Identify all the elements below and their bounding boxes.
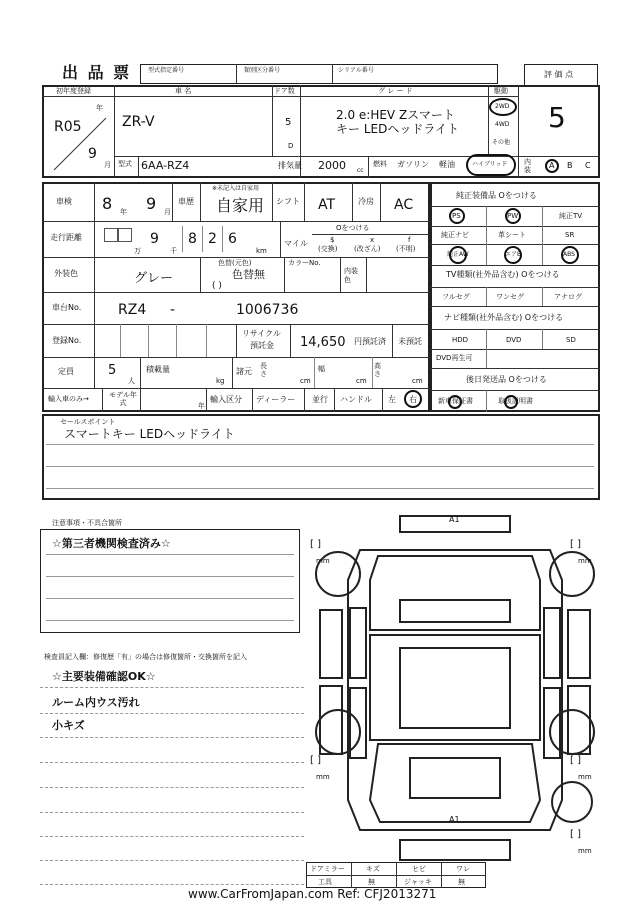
later-warranty: 新車保証書 — [438, 397, 473, 405]
mileage-digit-1: 8 — [188, 231, 197, 247]
meter-label: マイル — [284, 239, 308, 248]
interior-label: 内装 — [524, 158, 531, 174]
sales-label: セールスポイント — [60, 418, 116, 426]
model-label: 型式 — [118, 160, 132, 168]
meter-opt2-mark: x — [370, 236, 375, 244]
car-name: ZR-V — [122, 114, 155, 130]
capacity-value: 5 — [108, 363, 117, 378]
document-title: 出 品 票 — [62, 63, 132, 82]
height-cm: cm — [412, 377, 423, 385]
equip-sr: SR — [565, 231, 575, 239]
left-label: 左 — [388, 395, 396, 404]
mileage-digit-3: 6 — [228, 231, 237, 247]
height-label: 高さ — [374, 362, 381, 378]
recycle-unpaid: 未預託 — [398, 337, 422, 346]
header-boxes — [140, 64, 498, 84]
navi-title: ナビ種類(社外品含む) Oをつける — [444, 313, 564, 322]
chassis-number: 1006736 — [236, 302, 299, 318]
meter-opt2: (改ざん) — [354, 245, 381, 253]
grade-label: グ レ ー ド — [378, 87, 413, 95]
bracket-rr: [ ] — [570, 755, 581, 766]
serial-label: シリアル番号 — [338, 67, 374, 74]
car-name-label: 車 名 — [175, 87, 192, 95]
chassis-prefix: RZ4 — [118, 302, 147, 318]
man-unit: 万 — [134, 247, 141, 255]
chassis-label: 車台No. — [52, 303, 82, 312]
footer-watermark: www.CarFromJapan.com Ref: CFJ2013271 — [188, 887, 437, 901]
inspection-year: 8 — [102, 194, 113, 213]
inspector-line2: ルーム内ウス汚れ — [52, 696, 140, 709]
drive-4wd: 4WD — [495, 121, 510, 128]
model-value: 6AA-RZ4 — [141, 159, 190, 172]
import-type-label: 輸入区分 — [210, 395, 242, 404]
displacement-value: 2000 — [318, 159, 346, 172]
dealer-label: ディーラー — [256, 395, 296, 404]
interior-b: B — [567, 161, 573, 170]
equipment-title: 純正装備品 Oをつける — [456, 191, 537, 200]
meter-opt3-mark: f — [408, 236, 411, 244]
legend-tool: 工具 — [318, 878, 332, 886]
door-suffix: D — [288, 142, 294, 150]
grade-line1: 2.0 e:HEV Zスマート — [336, 108, 455, 122]
mm-rr: mm — [578, 773, 592, 781]
fuel-diesel: 軽油 — [439, 160, 455, 169]
length-cm: cm — [300, 377, 311, 385]
length-label: 長さ — [260, 362, 267, 378]
equip-airbag: エアB — [505, 251, 522, 258]
meter-opt1: (交換) — [318, 245, 338, 253]
bracket-fl: [ ] — [310, 539, 321, 550]
inspection-month: 9 — [146, 194, 157, 213]
color-change-paren: ( ) — [212, 281, 222, 291]
parallel-label: 並行 — [312, 395, 328, 404]
load-label: 積載量 — [146, 365, 170, 374]
recycle-label-1: リサイクル — [242, 329, 281, 338]
inspection-month-unit: 月 — [164, 208, 171, 216]
inspection-label: 車検 — [56, 197, 72, 206]
navi-hdd: HDD — [452, 336, 469, 344]
interior-a: A — [549, 161, 555, 170]
legend-jack-value: 無 — [458, 878, 465, 886]
meter-mark: Oをつける — [336, 224, 370, 232]
equip-pw: PW — [507, 212, 519, 220]
score-header-label: 評 価 点 — [544, 70, 574, 79]
category-label: 類別区分番号 — [244, 67, 281, 74]
notes-label: 注意事項・不具合箇所 — [52, 519, 122, 527]
recycle-label-2: 預託金 — [250, 341, 274, 350]
fuel-hybrid: ハイブリッド — [472, 161, 508, 168]
score-value: 5 — [548, 101, 566, 134]
grade-line2: キー LEDヘッドライト — [336, 122, 459, 136]
bracket-spare: [ ] — [570, 829, 581, 840]
mm-rl: mm — [316, 773, 330, 781]
registration-label: 登録No. — [52, 336, 82, 345]
later-title: 後日発送品 Oをつける — [466, 375, 547, 384]
type-cert-label: 型式指定番号 — [148, 67, 185, 74]
meter-opt3: (不明) — [396, 245, 416, 253]
interior-color-label: 内装色 — [344, 267, 358, 284]
equip-abs: ABS — [563, 251, 575, 258]
equip-navi: 純正ナビ — [441, 231, 469, 239]
year-mark: 年 — [96, 104, 103, 112]
mm-fr: mm — [578, 557, 592, 565]
handle-label: ハンドル — [340, 395, 372, 404]
chassis-dash: - — [170, 302, 176, 318]
inspector-label: 検査員記入欄：修復歴「有」の場合は修復箇所・交換箇所を記入 — [44, 653, 247, 661]
first-reg-month: 9 — [88, 146, 97, 162]
shift-label: シフト — [276, 197, 300, 206]
first-reg-year: R05 — [54, 119, 82, 135]
tv-oneseg: ワンセグ — [496, 293, 524, 301]
inspector-line1: ☆主要装備確認OK☆ — [52, 670, 156, 683]
use-value: 自家用 — [216, 196, 265, 215]
use-note: ※未記入は自家用 — [212, 185, 260, 192]
equip-tv: 純正TV — [559, 212, 583, 220]
mm-fl: mm — [316, 557, 330, 565]
color-change-label: 色替(元色) — [218, 259, 252, 267]
color-no-label: カラーNo. — [288, 259, 321, 267]
inspection-year-unit: 年 — [120, 208, 127, 216]
tv-analog: アナログ — [554, 293, 582, 301]
color-change-value: 色替無 — [232, 268, 265, 281]
equip-aw: 純正AW — [447, 251, 469, 258]
navi-dvd: DVD — [506, 336, 522, 344]
drive-2wd: 2WD — [495, 103, 510, 110]
size-label: 諸元 — [236, 367, 252, 376]
notes-line1: ☆第三者機関検査済み☆ — [52, 537, 171, 550]
right-label: 右 — [409, 395, 417, 404]
later-manual: 取扱説明書 — [498, 397, 533, 405]
interior-c: C — [585, 161, 591, 170]
width-cm: cm — [356, 377, 367, 385]
equip-ps: PS — [452, 212, 461, 220]
displacement-label: 排気量 — [278, 161, 302, 170]
legend-crack: ヒビ — [412, 865, 426, 873]
sales-text: スマートキー LEDヘッドライト — [64, 427, 235, 441]
recycle-unit: 円預託済 — [354, 337, 386, 346]
dvd-label: DVD再生可 — [436, 354, 473, 362]
month-mark: 月 — [104, 161, 111, 169]
diagram-bottom-label: A1 — [449, 815, 460, 824]
ac-value: AC — [394, 197, 414, 213]
model-year-label: モデル年式 — [109, 391, 137, 407]
navi-sd: SD — [566, 336, 576, 344]
bracket-fr: [ ] — [570, 539, 581, 550]
capacity-unit: 人 — [128, 377, 135, 385]
kg-unit: kg — [216, 377, 225, 385]
shift-value: AT — [318, 197, 336, 213]
first-reg-label: 初年度登録 — [56, 87, 91, 95]
color-label: 外装色 — [54, 269, 78, 278]
import-label: 輸入車のみ→ — [48, 395, 89, 403]
doors-value: 5 — [285, 117, 292, 128]
equip-leather: 革シート — [498, 231, 526, 239]
use-label: 車歴 — [178, 197, 194, 206]
mm-spare: mm — [578, 847, 592, 855]
car-damage-diagram — [300, 510, 610, 880]
cc-unit: cc — [357, 167, 364, 174]
fuel-label: 燃料 — [373, 160, 387, 168]
model-year-unit: 年 — [198, 402, 205, 410]
legend-break: ワレ — [456, 865, 470, 873]
drive-label: 駆動 — [494, 87, 508, 95]
drive-other: その他 — [492, 139, 511, 146]
doors-label: ドア数 — [274, 87, 295, 95]
tv-fullseg: フルセグ — [442, 293, 470, 301]
tv-title: TV種類(社外品含む) Oをつける — [446, 270, 560, 279]
meter-opt1-mark: $ — [330, 236, 335, 244]
mileage-man: 9 — [150, 231, 159, 247]
mileage-label: 走行距離 — [50, 233, 82, 242]
capacity-label: 定員 — [58, 367, 74, 376]
width-label: 幅 — [318, 365, 325, 373]
legend-scratch: キズ — [366, 865, 380, 873]
sen-unit: 千 — [170, 247, 177, 255]
legend-mirror: ドアミラー — [310, 865, 345, 873]
ac-label: 冷房 — [358, 197, 374, 206]
inspector-line3: 小キズ — [52, 719, 85, 732]
recycle-value: 14,650 — [300, 335, 346, 350]
bracket-rl: [ ] — [310, 755, 321, 766]
color-value: グレー — [134, 271, 174, 286]
diagram-top-label: A1 — [449, 515, 460, 524]
fuel-gasoline: ガソリン — [397, 160, 429, 169]
legend-jack: ジャッキ — [404, 878, 432, 886]
mileage-digit-2: 2 — [208, 231, 217, 247]
legend-tool-value: 無 — [368, 878, 375, 886]
km-unit: km — [256, 247, 267, 255]
